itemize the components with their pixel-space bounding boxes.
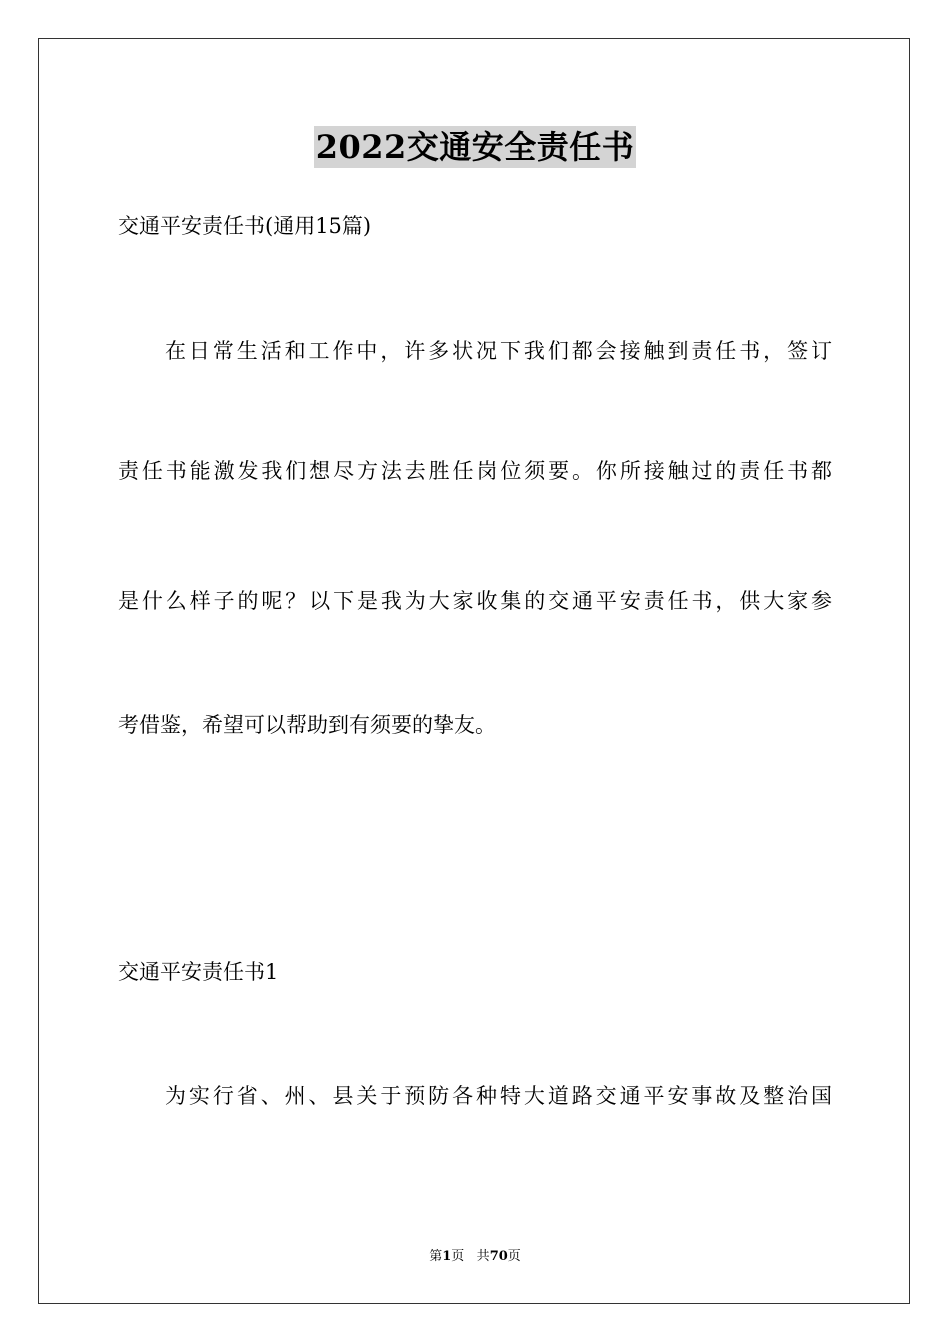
paragraph-line: 是什么样子的呢？以下是我为大家收集的交通平安责任书，供大家参 [118, 589, 832, 613]
paragraph-line: 在日常生活和工作中，许多状况下我们都会接触到责任书，签订 [165, 339, 832, 363]
footer-page-suffix: 页 [451, 1249, 465, 1264]
footer-total-suffix: 页 [507, 1249, 521, 1264]
page-footer [0, 1248, 950, 1266]
document-title: 2022交通安全责任书 [315, 128, 635, 166]
document-subtitle: 交通平安责任书(通用15篇) [118, 214, 372, 238]
paragraph-line: 为实行省、州、县关于预防各种特大道路交通平安事故及整治国 [165, 1084, 832, 1108]
section-heading: 交通平安责任书1 [118, 960, 279, 984]
footer-total-pages: 70 [489, 1249, 508, 1264]
paragraph-line: 考借鉴，希望可以帮助到有须要的挚友。 [118, 713, 496, 737]
footer-total-prefix: 共 [476, 1249, 490, 1264]
footer-page-number: 1 [442, 1249, 452, 1264]
paragraph-line: 责任书能激发我们想尽方法去胜任岗位须要。你所接触过的责任书都 [118, 459, 832, 483]
footer-page-prefix: 第 [429, 1249, 443, 1264]
title-container [0, 126, 950, 168]
